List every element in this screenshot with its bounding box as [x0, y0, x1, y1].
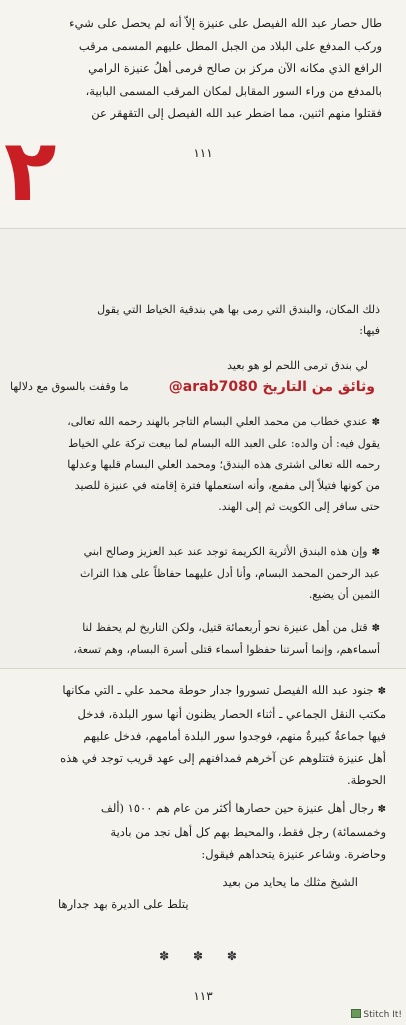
page-middle [0, 228, 406, 669]
text-line: طال حصار عبد الله الفيصل على عنيزة إلاّ أنه لم يحصل على شيء [69, 16, 382, 30]
text-line: وركب المدفع على البلاد من الجبل المطل عليهم المسمى مرقب [78, 38, 382, 53]
footnote-line: من كونها فتيلاً إلى مفمع، وأنه استعملها فترة إقامته في عنيزة للصيد [74, 479, 380, 492]
page-number: ١١١ [193, 146, 213, 160]
intro-text [22, 299, 380, 341]
text-line: فقتلوا منهم اثنين، مما اضطر عبد الله الفيصل إلى التقهقر عن [91, 106, 382, 120]
section-divider: ✽ ✽ ✽ [159, 949, 247, 963]
stitch-label: Stitch It! [363, 1010, 402, 1020]
footnote-line: جنود عبد الله الفيصل تسوروا جدار حوطة محمد علي ـ التي مكانها [62, 683, 374, 697]
footnote-line: عبد الرحمن المحمد البسام، وأنا أدل عليهما حفاظاً على هذا التراث [80, 567, 380, 580]
page-top [0, 0, 406, 228]
text-line: ذلك المكان، والبندق التي رمى بها هي بندقية الخياط التي يقول [97, 303, 380, 316]
stitch-badge [351, 1009, 402, 1020]
footnote [22, 541, 380, 605]
bullet-icon: ✽ [377, 804, 386, 815]
footnote-line: أسماءهم، وإنما أسرتنا حفظوا أسماء قتلى أسرة البسام، وهم تسعة، [73, 643, 380, 656]
poem-line: ما وقفت بالسوق مع دلالها [10, 380, 129, 393]
footnote-line: عندي خطاب من محمد العلي البسام التاجر بالهند رحمه الله تعالى، [67, 415, 368, 428]
page-bottom [0, 668, 406, 1025]
footnote-line: الثمين أن يضيع. [308, 588, 380, 601]
footnote-line: أهل عنيزة فتتلوهم عن آخرهم فمدافنهم إلى عهد قريب توجد في هذه [60, 751, 386, 765]
watermark-label: @arab7080 وثائق من التاريخ [166, 379, 378, 395]
poem-line: يتلط على الديرة بهد جدارها [58, 897, 189, 911]
footnote [22, 411, 380, 517]
poem-verse [58, 871, 358, 915]
footnote-line: وإن هذه البندق الأثرية الكريمة توجد عند عبد العزيز وصالح ابني [83, 545, 368, 558]
footnote-line: فيها جماعةٌ كبيرةٌ منهم، فوجدوا سور البلدة أمامهم، فدخل عليهم [83, 729, 386, 743]
footnote-line: وخمسمائة) رجل فقط، والمحيط بهم كل أهل نجد من بادية [110, 825, 386, 839]
page-number: ١١٣ [193, 989, 213, 1003]
stitch-icon [351, 1009, 361, 1018]
footnote-line: الحوطة. [346, 773, 386, 787]
footnote-line: حتى سافر إلى الكويت ثم إلى الهند. [218, 500, 380, 513]
bullet-icon: ✽ [371, 417, 380, 428]
text-line: فيها: [359, 324, 380, 337]
footnote-line: وحاضرة. وشاعر عنيزة يتحداهم فيقول: [201, 847, 386, 861]
bullet-icon: ✽ [371, 547, 380, 558]
poem-line: لي بندق ترمى اللحم لو هو بعيد [227, 359, 368, 372]
text-line: الرافع الذي مكانه الآن مركز بن صالح فرمى أهلُ عنيزة الرامي [88, 61, 382, 75]
footnote-line: رجال أهل عنيزة حين حصارها أكثر من عام هم ١٥٠٠ (ألف [100, 801, 374, 815]
big-red-numeral: ٢ [4, 121, 57, 221]
bullet-icon: ✽ [377, 686, 386, 697]
footnote-line: رحمه الله تعالى اشترى هذه البندق؛ ومحمد العلي البسام قلبها وعدلها [67, 458, 380, 471]
footnote-line: يقول فيه: أن والده: على العبد الله البسام لما بيعت تركة علي الخياط [68, 437, 380, 450]
page-top-text [20, 12, 382, 125]
footnote [22, 617, 380, 660]
text-line: بالمدفع من وراء السور المقابل لمكان المرقب المسمى البابية، [85, 83, 382, 98]
footnote [18, 797, 386, 865]
footnote-line: قتل من أهل عنيزة نحو أربعمائة قتيل، ولكن التاريخ لم يحفظ لنا [82, 621, 368, 634]
poem-line: الشيخ مثلك ما يحايد من بعيد [222, 875, 358, 889]
bullet-icon: ✽ [371, 623, 380, 634]
footnote [18, 679, 386, 791]
footnote-line: مكتب النقل الجماعي ـ أثناء الحصار يظنون أنها سور البلدة، فدخل [77, 707, 386, 721]
